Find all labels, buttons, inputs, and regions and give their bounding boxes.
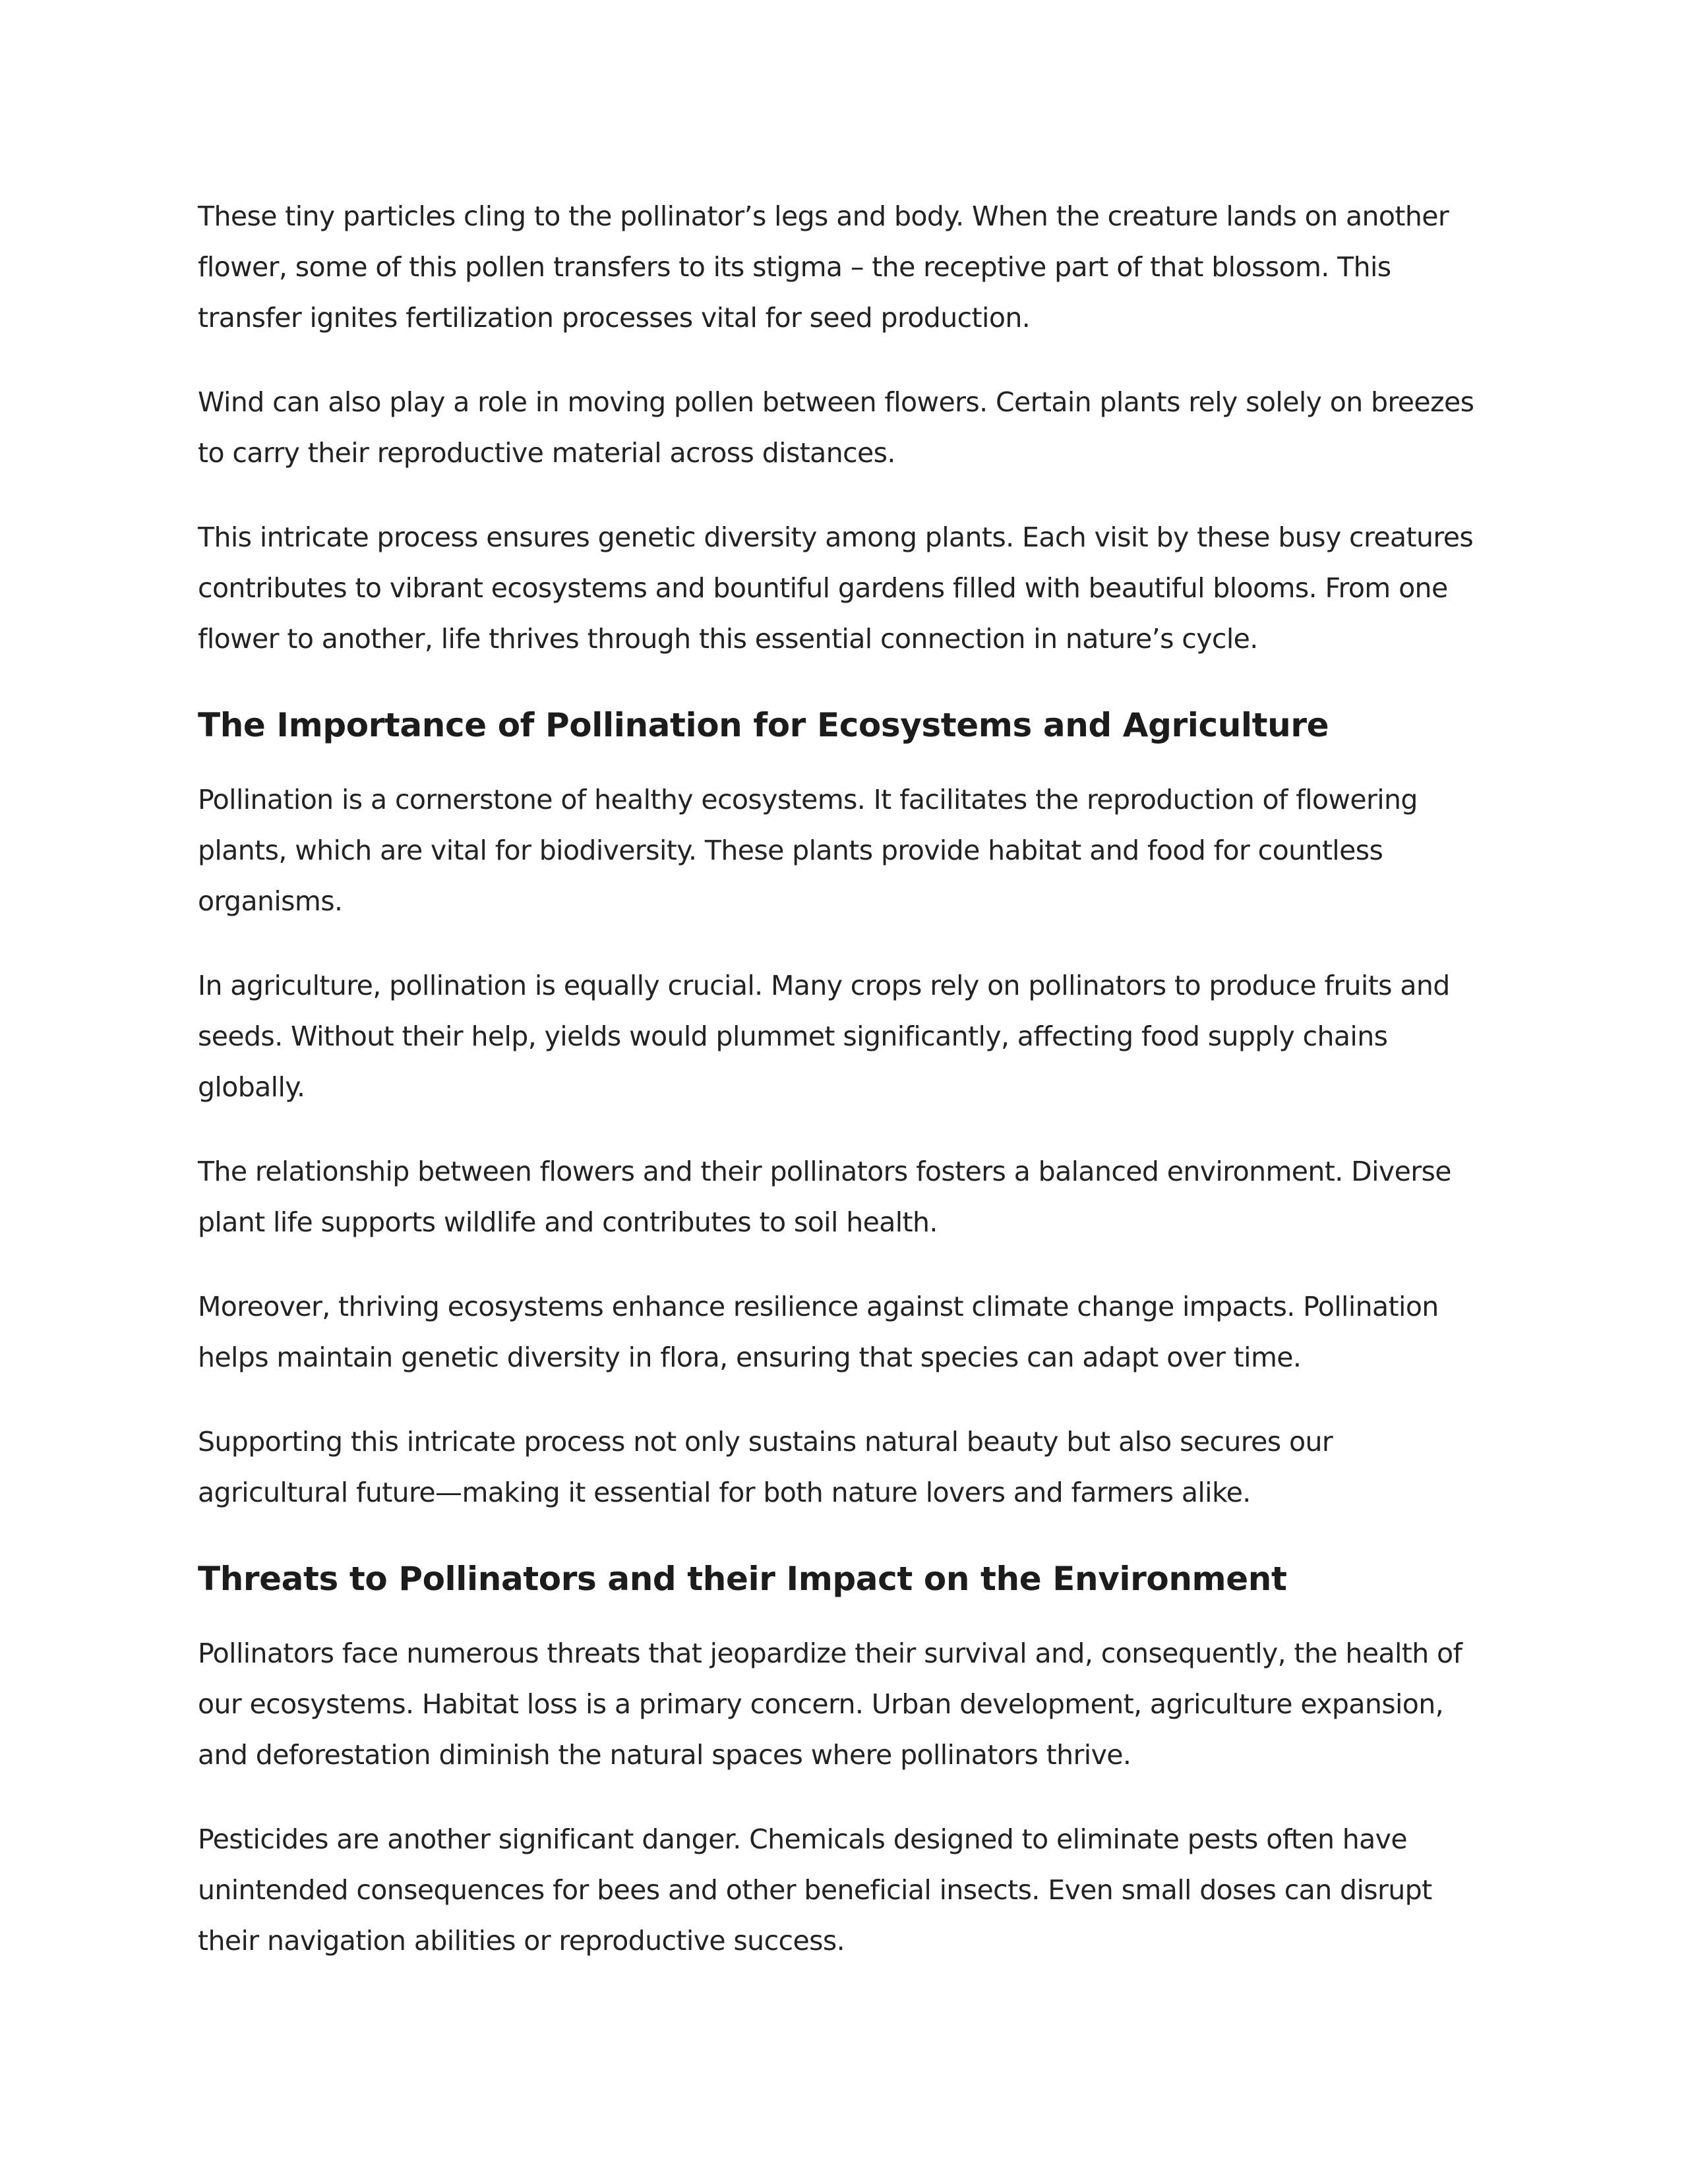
importance-paragraph-5: Supporting this intricate process not only sustains natural beauty but also secures our agricultural future—making it essential for both nature lovers and farmers alike.: [198, 1426, 1333, 1508]
threats-paragraph-1: Pollinators face numerous threats that jeopardize their survival and, consequently, the health of our ecosystems. Habitat loss is a primary concern. Urban development, agriculture expansion, and deforestation diminish the natural spaces where pollinators thrive.: [198, 1638, 1462, 1771]
intro-paragraph-3: This intricate process ensures genetic diversity among plants. Each visit by these busy creatures contributes to vibrant ecosystems and bountiful gardens filled with beautiful blooms. From one flower to another, life thrives through this essential connection in nature’s cycle.: [198, 521, 1474, 655]
importance-paragraph-4: Moreover, thriving ecosystems enhance resilience against climate change impacts. Pollination helps maintain genetic diversity in flora, ensuring that species can adapt over time.: [198, 1291, 1439, 1373]
intro-paragraph-1: These tiny particles cling to the pollinator’s legs and body. When the creature lands on another flower, some of this pollen transfers to its stigma – the receptive part of that blossom. This transfer ignites fertilization processes vital for seed production.: [198, 200, 1449, 334]
section-heading-threats: Threats to Pollinators and their Impact on the Environment: [198, 1560, 1287, 1598]
section-heading-importance: The Importance of Pollination for Ecosystems and Agriculture: [198, 706, 1329, 744]
importance-paragraph-1: Pollination is a cornerstone of healthy ecosystems. It facilitates the reproduction of flowering plants, which are vital for biodiversity. These plants provide habitat and food for countless organisms.: [198, 784, 1418, 917]
importance-paragraph-2: In agriculture, pollination is equally crucial. Many crops rely on pollinators to produce fruits and seeds. Without their help, yields would plummet significantly, affecting food supply chains globally.: [198, 970, 1450, 1103]
intro-paragraph-2: Wind can also play a role in moving pollen between flowers. Certain plants rely solely on breezes to carry their reproductive material across distances.: [198, 386, 1474, 469]
threats-paragraph-2: Pesticides are another significant danger. Chemicals designed to eliminate pests often have unintended consequences for bees and other beneficial insects. Even small doses can disrupt their navigation abilities or reproductive success.: [198, 1823, 1432, 1957]
article-body: [198, 191, 1490, 2000]
importance-paragraph-3: The relationship between flowers and their pollinators fosters a balanced environment. Diverse plant life supports wildlife and contributes to soil health.: [198, 1156, 1451, 1238]
